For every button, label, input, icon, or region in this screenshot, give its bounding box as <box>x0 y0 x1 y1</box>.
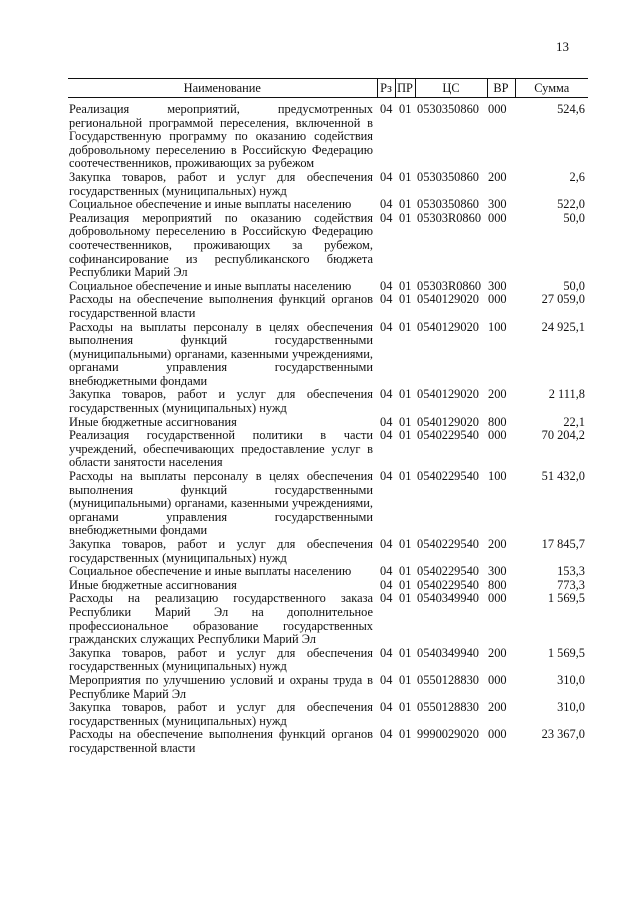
cell-sum: 50,0 <box>563 278 585 293</box>
cell-cs: 0540229540 <box>417 428 479 443</box>
cell-name: Реализация мероприятий по оказанию содействия добровольному переселению в Российскую Федерацию соотечественников, проживающих за рубежом, софинансирование из республиканского бюджета Республики Марий Эл <box>69 210 373 280</box>
cell-pr: 01 <box>399 102 412 116</box>
table-row <box>68 647 588 674</box>
cell-vr: 000 <box>488 591 507 606</box>
cell-vr: 100 <box>488 319 507 334</box>
cell-rz: 04 <box>380 210 393 225</box>
cell-pr: 01 <box>399 428 412 443</box>
cell-vr: 000 <box>488 727 507 742</box>
cell-cs: 0540129020 <box>417 292 479 307</box>
cell-vr: 200 <box>488 645 507 660</box>
cell-name: Расходы на реализацию государственного заказа Республики Марий Эл на дополнительное профессиональное образование государственных гражданских служащих Республики Марий Эл <box>69 591 373 647</box>
cell-pr: 01 <box>399 564 412 579</box>
cell-name: Расходы на обеспечение выполнения функций органов государственной власти <box>69 292 373 320</box>
table-header <box>68 79 588 98</box>
cell-name: Закупка товаров, работ и услуг для обеспечения государственных (муниципальных) нужд <box>69 387 373 416</box>
table-row <box>68 280 588 294</box>
cell-cs: 0540129020 <box>417 414 479 429</box>
budget-table <box>68 78 588 756</box>
cell-name: Мероприятия по улучшению условий и охраны труда в Республике Марий Эл <box>69 672 373 701</box>
table-row <box>68 171 588 198</box>
cell-cs: 0550128830 <box>417 672 479 687</box>
cell-sum: 23 367,0 <box>541 727 585 742</box>
cell-rz: 04 <box>380 700 393 715</box>
cell-pr: 01 <box>399 469 412 484</box>
table-row <box>68 416 588 430</box>
table-row <box>68 538 588 565</box>
cell-rz: 04 <box>380 591 393 606</box>
cell-vr: 200 <box>488 387 507 402</box>
cell-name: Социальное обеспечение и иные выплаты населению <box>69 197 352 212</box>
table-row <box>68 579 588 593</box>
cell-cs: 0550128830 <box>417 700 479 715</box>
table-row <box>68 293 588 320</box>
cell-rz: 04 <box>380 537 393 551</box>
cell-rz: 04 <box>380 319 393 334</box>
cell-cs: 9990029020 <box>417 727 479 742</box>
cell-pr: 01 <box>399 727 412 742</box>
cell-cs: 0540229540 <box>417 564 479 579</box>
header-name: Наименование <box>68 79 377 98</box>
cell-pr: 01 <box>399 197 412 212</box>
cell-sum: 22,1 <box>563 414 585 429</box>
cell-cs: 0540229540 <box>417 577 479 592</box>
cell-sum: 17 845,7 <box>541 537 585 551</box>
header-vr: ВР <box>487 79 515 98</box>
table-row <box>68 674 588 701</box>
cell-sum: 522,0 <box>557 197 585 212</box>
table-row <box>68 592 588 646</box>
cell-pr: 01 <box>399 319 412 334</box>
cell-rz: 04 <box>380 469 393 484</box>
header-cs: ЦС <box>415 79 487 98</box>
cell-name: Расходы на обеспечение выполнения функций органов государственной власти <box>69 727 373 755</box>
cell-pr: 01 <box>399 537 412 551</box>
cell-rz: 04 <box>380 169 393 184</box>
cell-rz: 04 <box>380 387 393 402</box>
cell-cs: 0530350860 <box>417 197 479 212</box>
cell-vr: 800 <box>488 577 507 592</box>
cell-rz: 04 <box>380 577 393 592</box>
cell-cs: 0540229540 <box>417 469 479 484</box>
cell-vr: 300 <box>488 197 507 212</box>
cell-sum: 153,3 <box>557 564 585 579</box>
cell-pr: 01 <box>399 577 412 592</box>
table-row <box>68 470 588 538</box>
cell-sum: 2,6 <box>569 169 585 184</box>
cell-vr: 000 <box>488 102 507 116</box>
cell-pr: 01 <box>399 672 412 687</box>
cell-name: Иные бюджетные ассигнования <box>69 414 237 429</box>
cell-rz: 04 <box>380 672 393 687</box>
cell-sum: 310,0 <box>557 672 585 687</box>
cell-vr: 100 <box>488 469 507 484</box>
cell-rz: 04 <box>380 292 393 307</box>
cell-name: Закупка товаров, работ и услуг для обеспечения государственных (муниципальных) нужд <box>69 700 373 728</box>
cell-rz: 04 <box>380 645 393 660</box>
cell-sum: 1 569,5 <box>547 591 585 606</box>
header-sum: Сумма <box>515 79 588 98</box>
cell-rz: 04 <box>380 197 393 212</box>
table-row <box>68 321 588 389</box>
table-body <box>68 98 588 756</box>
cell-vr: 000 <box>488 210 507 225</box>
cell-sum: 70 204,2 <box>541 428 585 443</box>
cell-sum: 524,6 <box>557 102 585 116</box>
table-row <box>68 98 588 171</box>
cell-cs: 0540349940 <box>417 645 479 660</box>
cell-name: Социальное обеспечение и иные выплаты населению <box>69 278 352 293</box>
cell-pr: 01 <box>399 169 412 184</box>
cell-sum: 50,0 <box>563 210 585 225</box>
page-number: 13 <box>556 39 569 54</box>
cell-pr: 01 <box>399 700 412 715</box>
cell-cs: 0540129020 <box>417 387 479 402</box>
cell-cs: 05303R0860 <box>417 278 482 293</box>
cell-cs: 0540349940 <box>417 591 479 606</box>
cell-name: Реализация государственной политики в части учреждений, обеспечивающих предоставление услуг в области занятости населения <box>69 428 373 470</box>
cell-name: Закупка товаров, работ и услуг для обеспечения государственных (муниципальных) нужд <box>69 645 373 674</box>
cell-vr: 300 <box>488 564 507 579</box>
cell-pr: 01 <box>399 292 412 307</box>
table-row <box>68 388 588 415</box>
cell-pr: 01 <box>399 278 412 293</box>
cell-pr: 01 <box>399 414 412 429</box>
cell-name: Социальное обеспечение и иные выплаты населению <box>69 564 352 579</box>
table-row <box>68 212 588 280</box>
cell-vr: 200 <box>488 700 507 715</box>
cell-name: Закупка товаров, работ и услуг для обеспечения государственных (муниципальных) нужд <box>69 537 373 565</box>
cell-vr: 000 <box>488 292 507 307</box>
cell-sum: 51 432,0 <box>541 469 585 484</box>
cell-name: Реализация мероприятий, предусмотренных региональной программой переселения, включенной в Государственную программу по оказанию содействия добровольному переселению в Российскую Федерацию соотечественников, проживающих за рубежом <box>69 102 373 171</box>
cell-sum: 773,3 <box>557 577 585 592</box>
cell-pr: 01 <box>399 645 412 660</box>
cell-cs: 0530350860 <box>417 102 479 116</box>
cell-rz: 04 <box>380 102 393 116</box>
cell-vr: 200 <box>488 169 507 184</box>
cell-name: Иные бюджетные ассигнования <box>69 577 237 592</box>
cell-pr: 01 <box>399 591 412 606</box>
cell-cs: 05303R0860 <box>417 210 482 225</box>
cell-sum: 2 111,8 <box>548 387 585 402</box>
table-row <box>68 198 588 212</box>
header-rz: Рз <box>377 79 395 98</box>
table-row <box>68 701 588 728</box>
cell-vr: 800 <box>488 414 507 429</box>
cell-name: Закупка товаров, работ и услуг для обеспечения государственных (муниципальных) нужд <box>69 169 373 198</box>
cell-cs: 0540229540 <box>417 537 479 551</box>
cell-vr: 200 <box>488 537 507 551</box>
cell-name: Расходы на выплаты персоналу в целях обеспечения выполнения функций государственными (муниципальными) органами, казенными учреждениями, органами управления государственными внебюджетными фондами <box>69 469 373 538</box>
cell-rz: 04 <box>380 727 393 742</box>
cell-vr: 300 <box>488 278 507 293</box>
cell-sum: 310,0 <box>557 700 585 715</box>
cell-sum: 27 059,0 <box>541 292 585 307</box>
header-pr: ПР <box>395 79 415 98</box>
cell-rz: 04 <box>380 564 393 579</box>
cell-rz: 04 <box>380 428 393 443</box>
cell-vr: 000 <box>488 672 507 687</box>
cell-sum: 1 569,5 <box>547 645 585 660</box>
cell-name: Расходы на выплаты персоналу в целях обеспечения выполнения функций государственными (муниципальными) органами, казенными учреждениями, органами управления государственными внебюджетными фондами <box>69 319 373 388</box>
cell-rz: 04 <box>380 278 393 293</box>
cell-sum: 24 925,1 <box>541 319 585 334</box>
table-row <box>68 728 588 755</box>
cell-rz: 04 <box>380 414 393 429</box>
cell-pr: 01 <box>399 387 412 402</box>
cell-cs: 0530350860 <box>417 169 479 184</box>
table-row <box>68 429 588 470</box>
cell-cs: 0540129020 <box>417 319 479 334</box>
cell-vr: 000 <box>488 428 507 443</box>
cell-pr: 01 <box>399 210 412 225</box>
table-row <box>68 565 588 579</box>
